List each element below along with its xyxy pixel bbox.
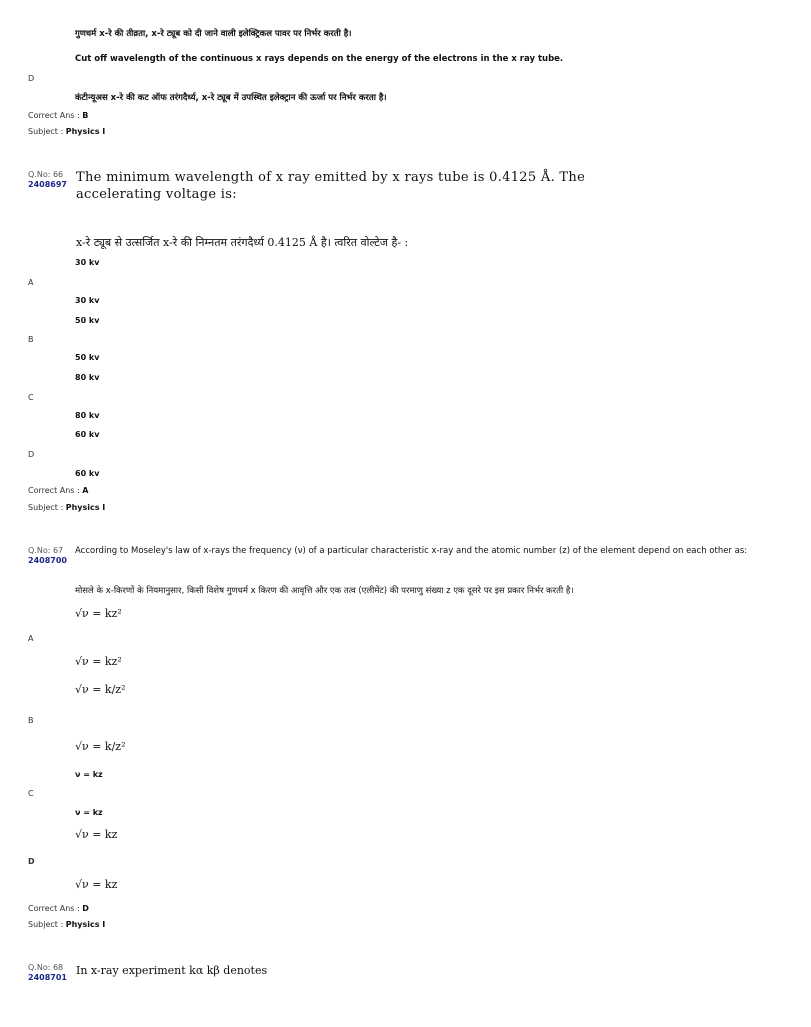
option-a-hindi: √ν = kz² [75,607,122,620]
question-id: 2408697 [28,180,67,189]
question-number: Q.No: 66 [28,170,64,179]
question-number: Q.No: 67 [28,546,64,555]
question-id: 2408701 [28,973,67,982]
option-b-english: √ν = k/z² [75,740,126,753]
option-d-hindi: √ν = kz [75,828,118,841]
prev-option-c-hindi: गुणधर्म x-रे की तीव्रता, x-रे ट्यूब को दी जाने वाली इलेक्ट्रिकल पावर पर निर्भर करती है। [75,29,352,39]
correct-answer: Correct Ans : A [28,486,89,495]
option-d-english: √ν = kz [75,878,118,891]
prev-correct-answer: Correct Ans : B [28,111,89,120]
option-c-english: ν = kz [75,808,103,817]
option-d-label: D [28,450,35,459]
option-a-label: A [28,278,34,287]
option-d-hindi: 60 kv [75,430,100,439]
option-b-hindi: 50 kv [75,316,100,325]
option-a-hindi: 30 kv [75,258,100,267]
option-a-english: √ν = kz² [75,655,122,668]
prev-option-d-hindi: कंटीन्यूअस x-रे की कट ऑफ तरंगदैर्ध्य, x-रे ट्यूब में उपस्थित इलेक्ट्रान की ऊर्जा पर निर्भर करता है। [75,93,387,103]
option-c-label: C [28,393,34,402]
option-c-hindi: 80 kv [75,373,100,382]
option-b-label: B [28,716,34,725]
question-text-english: According to Moseley's law of x-rays the frequency (ν) of a particular characteristic x-ray and the atomic number (z) of the element depend on each other as: [75,546,748,556]
option-d-english: 60 kv [75,469,100,478]
option-a-label: A [28,634,34,643]
option-a-english: 30 kv [75,296,100,305]
option-c-label: C [28,789,34,798]
option-c-hindi: ν = kz [75,770,103,779]
option-b-english: 50 kv [75,353,100,362]
subject: Subject : Physics I [28,920,106,929]
option-b-label: B [28,335,34,344]
question-text-english-line2: accelerating voltage is: [76,187,237,202]
question-id: 2408700 [28,556,67,565]
question-text-hindi: x-रे ट्यूब से उत्सर्जित x-रे की निम्नतम तरंगदैर्ध्य 0.4125 Å है। त्वरित वोल्टेज है- : [76,236,409,249]
question-number: Q.No: 68 [28,963,64,972]
option-b-hindi: √ν = k/z² [75,683,126,696]
option-d-label: D [28,857,35,866]
subject: Subject : Physics I [28,503,106,512]
question-text-english: In x-ray experiment kα kβ denotes [76,964,268,977]
correct-answer: Correct Ans : D [28,904,89,913]
prev-subject: Subject : Physics I [28,127,106,136]
prev-option-d-label: D [28,74,35,83]
question-text-hindi: मोसले के x-किरणों के नियमानुसार, किसी विशेष गुणधर्म x किरण की आवृत्ति और एक तत्व (एलीमेंट) की परमाणु संख्या z एक दूसरे पर इस प्रकार निर्भर करती है। [75,586,574,596]
option-c-english: 80 kv [75,411,100,420]
prev-option-c-english: Cut off wavelength of the continuous x rays depends on the energy of the electrons in the x ray tube. [75,54,564,64]
question-text-english: The minimum wavelength of x ray emitted by x rays tube is 0.4125 Å. The [76,170,586,185]
